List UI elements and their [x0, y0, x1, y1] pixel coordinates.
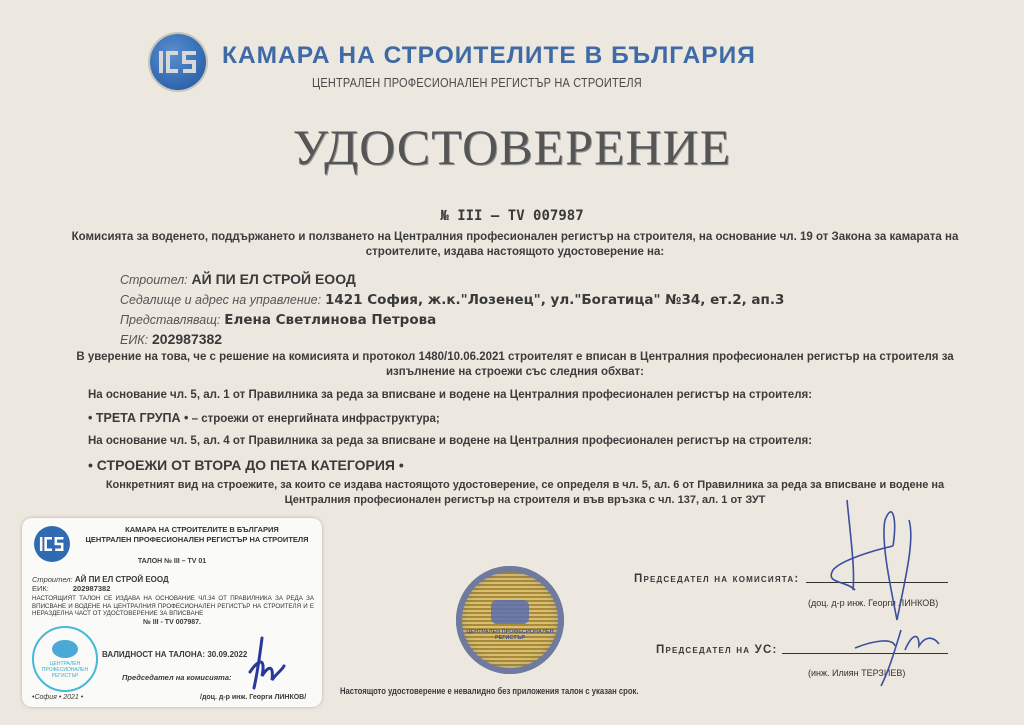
talon-builder	[32, 575, 169, 584]
talon-validity	[102, 650, 247, 659]
group-line	[88, 411, 440, 425]
commission-signature-line	[806, 582, 948, 583]
seal-logo-icon	[491, 600, 529, 624]
talon-stamp	[32, 626, 98, 692]
talon-validity-label: ВАЛИДНОСТ НА ТАЛОНА:	[102, 650, 206, 659]
commission-chair-name: (доц. д-р инж. Георги ЛИНКОВ)	[808, 598, 939, 608]
seal-text: ЦЕНТРАЛЕН ПРОФЕСИОНАЛЕН РЕГИСТЪР	[466, 628, 554, 641]
talon-logo-icon	[34, 526, 70, 562]
ksb-logo-glyph-icon	[156, 47, 200, 77]
ksb-logo-icon	[150, 34, 206, 90]
talon-certificate-number: № III - TV 007987.	[143, 619, 201, 626]
talon-place-year: •София • 2021 •	[32, 694, 84, 701]
address-label: Седалище и адрес на управление:	[120, 293, 322, 307]
eik-row	[120, 330, 784, 350]
eik-label: ЕИК:	[120, 333, 149, 347]
eik-value: 202987382	[152, 331, 223, 347]
commission-chair-label: Председател на комисията:	[634, 573, 800, 585]
talon-stamp-logo-icon	[52, 640, 78, 658]
document-title: УДОСТОВЕРЕНИЕ	[292, 119, 732, 175]
talon-validity-date: 30.09.2022	[207, 650, 248, 659]
group-title: • ТРЕТА ГРУПА •	[88, 411, 189, 425]
builder-fields	[120, 270, 784, 350]
org-name: КАМАРА НА СТРОИТЕЛИТЕ В БЪЛГАРИЯ	[222, 42, 756, 69]
builder-value: АЙ ПИ ЕЛ СТРОЙ ЕООД	[191, 271, 356, 287]
signature-icon	[815, 480, 955, 690]
talon-eik-value: 202987382	[72, 584, 111, 593]
validity-note: Настоящото удостоверение е невалидно без приложения талон с указан срок.	[340, 686, 639, 696]
talon-eik	[32, 584, 110, 593]
board-chair-label: Председател на УС:	[656, 644, 778, 656]
group-description: – строежи от енергийната инфраструктура;	[188, 413, 440, 425]
talon-card	[22, 518, 322, 707]
certificate-number: № III – TV 007987	[440, 208, 584, 224]
talon-logo-glyph-icon	[38, 534, 66, 554]
talon-builder-value: АЙ ПИ ЕЛ СТРОЙ ЕООД	[74, 575, 169, 584]
representative-label: Представляващ:	[120, 313, 221, 327]
address-row	[120, 290, 784, 310]
talon-signature-icon	[244, 636, 294, 694]
builder-label: Строител:	[120, 273, 188, 287]
talon-builder-label: Строител:	[32, 575, 73, 584]
category-line: • СТРОЕЖИ ОТ ВТОРА ДО ПЕТА КАТЕГОРИЯ •	[88, 457, 404, 473]
talon-description: НАСТОЯЩИЯТ ТАЛОН СЕ ИЗДАВА НА ОСНОВАНИЕ ЧЛ.34 ОТ ПРАВИЛНИКА ЗА РЕДА ЗА ВПИСВАНЕ И ВОДЕНЕ НА ЦЕНТРАЛНИЯ ПРОФЕСИОНАЛЕН РЕГИСТЪР НА СТРОИТЕЛЯ И Е НЕРАЗДЕЛНА ЧАСТ ОТ УДОСТОВЕРЕНИЕ ЗА ВПИСВАНЕ	[32, 595, 314, 617]
basis-1: На основание чл. 5, ал. 1 от Правилника за реда за вписване и водене на Централния професионален регистър на строителя:	[88, 389, 813, 401]
representative-value: Елена Светлинова Петрова	[224, 312, 437, 328]
talon-chair-name: /доц. д-р инж. Георги ЛИНКОВ/	[200, 694, 307, 701]
org-subtitle: ЦЕНТРАЛЕН ПРОФЕСИОНАЛЕН РЕГИСТЪР НА СТРОИТЕЛЯ	[312, 76, 642, 90]
confirmation-paragraph: В уверение на това, че с решение на комисията и протокол 1480/10.06.2021 строителят е вписан в Централния професионален регистър на строителя за изпълнение на строежи със следния обхват:	[76, 351, 954, 378]
board-chair-name: (инж. Илиян ТЕРЗИЕВ)	[808, 668, 906, 678]
builder-row	[120, 270, 784, 290]
specific-paragraph: Конкретният вид на строежите, за които се издава настоящото удостоверение, се определя в чл. 5, ал. 6 от Правилника за реда за вписване и водене на Централния професионален регистър на строителя и във връзка с чл. 137, ал. 1 от ЗУТ	[105, 479, 945, 506]
talon-org-subtitle: ЦЕНТРАЛЕН ПРОФЕСИОНАЛЕН РЕГИСТЪР НА СТРОИТЕЛЯ	[85, 535, 309, 544]
board-signature-line	[782, 653, 948, 654]
talon-chair-label: Председател на комисията:	[122, 673, 232, 682]
basis-2: На основание чл. 5, ал. 4 от Правилника за реда за вписване и водене на Централния професионален регистър на строителя:	[88, 435, 813, 447]
talon-number: ТАЛОН № III – TV 01	[137, 558, 207, 565]
intro-paragraph: Комисията за воденето, поддържането и ползването на Централния професионален регистър на строителя, на основание чл. 19 от Закона за камарата на строителите, издава настоящото удостоверение на:	[71, 231, 959, 258]
embossed-seal	[456, 566, 564, 674]
representative-row	[120, 310, 784, 330]
address-value: 1421 София, ж.к."Лозенец", ул."Богатица" №34, ет.2, ап.3	[325, 292, 785, 308]
talon-eik-label: ЕИК:	[32, 584, 49, 593]
talon-org-name: КАМАРА НА СТРОИТЕЛИТЕ В БЪЛГАРИЯ	[125, 525, 279, 534]
talon-stamp-text: ЦЕНТРАЛЕН ПРОФЕСИОНАЛЕН РЕГИСТЪР	[41, 660, 89, 679]
